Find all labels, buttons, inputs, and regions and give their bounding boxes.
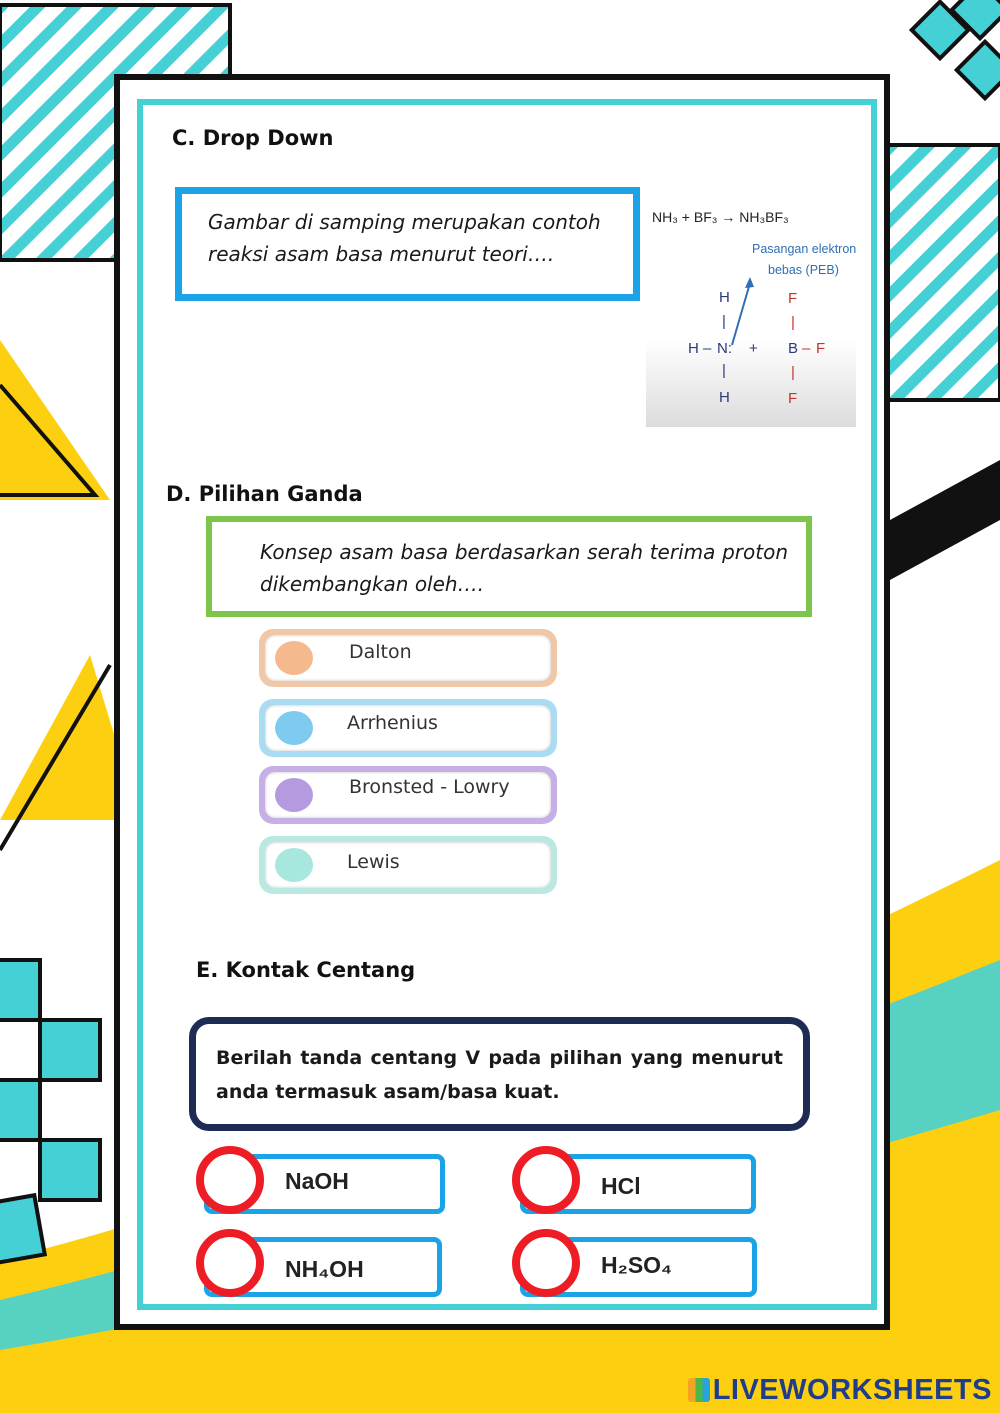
- liveworksheets-logo[interactable]: [688, 1374, 992, 1407]
- checkbox-label: NH₄OH: [285, 1256, 364, 1282]
- checkbox-label: NaOH: [285, 1168, 349, 1194]
- bond-v-f-top: |: [791, 314, 795, 331]
- atom-h-left: H: [688, 340, 699, 357]
- liveworksheets-logo-icon: [688, 1378, 710, 1402]
- peb-label-line2: bebas (PEB): [768, 263, 839, 277]
- section-e-instruction-box: [189, 1017, 810, 1131]
- bond-h-left: –: [703, 340, 712, 357]
- bond-v-top: |: [722, 313, 726, 330]
- atom-n: N:: [717, 340, 732, 357]
- option-label: Lewis: [347, 851, 400, 873]
- checkbox-label: H₂SO₄: [601, 1252, 673, 1278]
- section-e-heading: E. Kontak Centang: [196, 958, 416, 982]
- reaction-diagram: [646, 195, 856, 427]
- checkbox-circle-h2so4[interactable]: [512, 1229, 580, 1297]
- peb-arrowhead: [745, 277, 754, 288]
- option-dalton[interactable]: [259, 629, 557, 687]
- option-radio-dot[interactable]: [275, 778, 313, 812]
- section-d-question-box: [206, 516, 812, 617]
- plus-sign: +: [749, 340, 758, 357]
- atom-f-bottom: F: [788, 390, 798, 407]
- checkbox-circle-naoh[interactable]: [196, 1146, 264, 1214]
- section-d-heading: D. Pilihan Ganda: [166, 482, 363, 506]
- peb-label-line1: Pasangan elektron: [752, 242, 856, 256]
- bond-v-bottom: |: [722, 362, 726, 379]
- bond-h-f: –: [802, 340, 811, 357]
- bond-v-f-bottom: |: [791, 364, 795, 381]
- reaction-equation: NH₃ + BF₃ → NH₃BF₃: [652, 209, 789, 225]
- option-label: Bronsted - Lowry: [349, 776, 510, 798]
- peb-arrow: [732, 283, 750, 345]
- checkbox-label: HCl: [601, 1173, 641, 1199]
- checkbox-circle-hcl[interactable]: [512, 1146, 580, 1214]
- option-lewis[interactable]: [259, 836, 557, 894]
- option-radio-dot[interactable]: [275, 641, 313, 675]
- section-c-heading: C. Drop Down: [172, 126, 334, 150]
- option-label: Arrhenius: [347, 712, 438, 734]
- option-radio-dot[interactable]: [275, 711, 313, 745]
- atom-h-bottom: H: [719, 389, 730, 406]
- option-arrhenius[interactable]: [259, 699, 557, 757]
- option-bronsted-lowry[interactable]: [259, 766, 557, 824]
- brand-text: LIVEWORKSHEETS: [712, 1374, 992, 1406]
- atom-f-top: F: [788, 290, 798, 307]
- atom-h-top: H: [719, 289, 730, 306]
- atom-b: B: [788, 340, 799, 357]
- option-label: Dalton: [349, 641, 412, 663]
- section-c-question-box[interactable]: [175, 187, 640, 301]
- section-d-question-text: Konsep asam basa berdasarkan serah terima proton dikembangkan oleh….: [260, 540, 788, 596]
- section-c-question-text: Gambar di samping merupakan contoh reaksi asam basa menurut teori….: [208, 210, 601, 266]
- option-radio-dot[interactable]: [275, 848, 313, 882]
- atom-f-right: F: [816, 340, 826, 357]
- checkbox-circle-nh4oh[interactable]: [196, 1229, 264, 1297]
- section-e-instruction-text: Berilah tanda centang V pada pilihan yang menurut anda termasuk asam/basa kuat.: [216, 1047, 783, 1103]
